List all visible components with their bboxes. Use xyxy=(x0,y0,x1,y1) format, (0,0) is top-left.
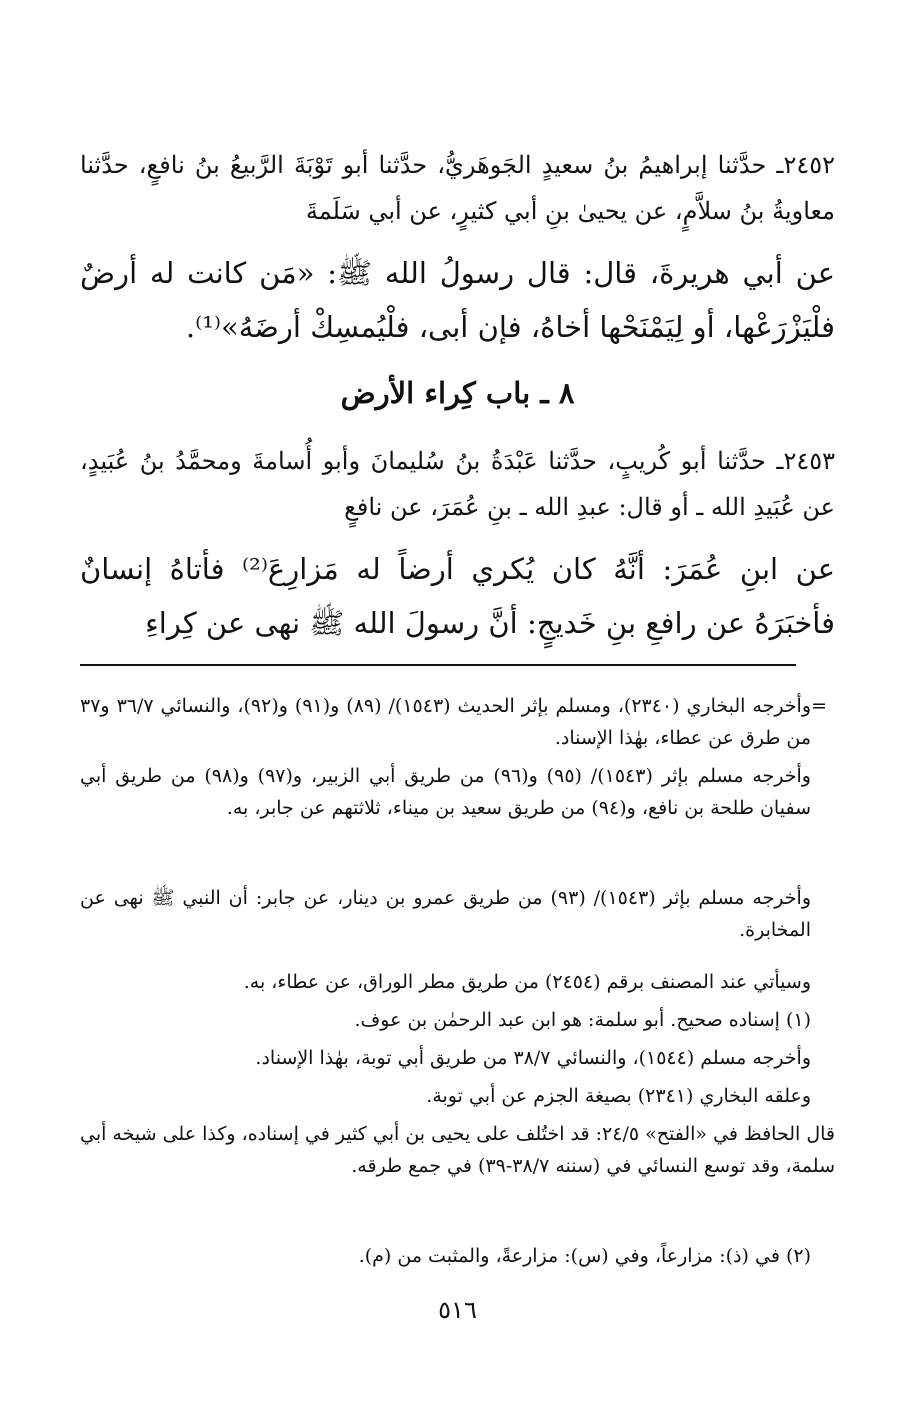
footnote-paragraph: وأخرجه مسلم بإثر (١٥٤٣)/ (٩٥) و(٩٦) من طريق أبي الزبير، و(٩٧) و(٩٨) من طريق أبي سفيان طلحة بن نافع، و(٩٤) من طريق سعيد بن ميناء، ثلاثتهم عن جابر، به. xyxy=(80,765,811,819)
footnote-paragraph: وعلقه البخاري (٢٣٤١) بصيغة الجزم عن أبي توبة. xyxy=(426,1085,811,1107)
footnote-continuation-mark: = xyxy=(811,695,827,717)
footnote-paragraph: وسيأتي عند المصنف برقم (٢٤٥٤) من طريق مطر الوراق، عن عطاء، به. xyxy=(243,971,811,993)
footnote-paragraph: وأخرجه مسلم (١٥٤٤)، والنسائي ٣٨/٧ من طريق أبي توبة، بهٰذا الإسناد. xyxy=(255,1047,811,1069)
footnote-paragraph: وأخرجه البخاري (٢٣٤٠)، ومسلم بإثر الحديث (١٥٤٣)/ (٨٩) و(٩١) و(٩٢)، والنسائي ٣٦/٧ و٣٧ من طرق عن عطاء، بهٰذا الإسناد. xyxy=(80,695,811,749)
footnote-divider xyxy=(80,664,796,666)
footnote-2: (٢) في (ذ): مزارعاً، وفي (س): مزارعةً، والمثبت من (م). xyxy=(358,1245,811,1267)
hadith-2452-isnad: ٢٤٥٢ـ حدَّثنا إبراهيمُ بنُ سعيدٍ الجَوهَريُّ، حدَّثنا أبو تَوْبَةَ الرَّبيعُ بنُ نافعٍ، حدَّثنا معاويةُ بنُ سلاَّمٍ، عن يحيىٰ بنِ أبي كثيرٍ، عن أبي سَلَمةَ xyxy=(80,151,835,225)
hadith-2453-isnad: ٢٤٥٣ـ حدَّثنا أبو كُريبٍ، حدَّثنا عَبْدَةُ بنُ سُليمانَ وأبو أُسامةَ ومحمَّدُ بنُ عُبَيدٍ، عن عُبَيدِ الله ـ أو قال: عبدِ الله ـ بنِ عُمَرَ، عن نافعٍ xyxy=(80,447,835,521)
footnote-paragraph: وأخرجه مسلم بإثر (١٥٤٣)/ (٩٣) من طريق عمرو بن دينار، عن جابر: أن النبي ﷺ نهى عن المخابرة. xyxy=(80,887,811,941)
hadith-2452-matn: عن أبي هريرةَ، قال: قال رسولُ الله ﷺ: «مَن كانت له أرضٌ فلْيَزْرَعْها، أو لِيَمْنَحْها أخاهُ، فإن أبى، فلْيُمسِكْ أرضَهُ»⁽¹⁾. xyxy=(80,256,835,344)
chapter-heading: ٨ ـ باب كِراء الأرض xyxy=(340,376,575,410)
footnote-1: (١) إسناده صحيح. أبو سلمة: هو ابن عبد الرحمٰن بن عوف. xyxy=(354,1009,811,1031)
page-number: ٥١٦ xyxy=(438,1296,477,1324)
footnote-paragraph: قال الحافظ في «الفتح» ٢٤/٥: قد اختُلف على يحيى بن أبي كثير في إسناده، وكذا على شيخه أبي سلمة، وقد توسع النسائي في (سننه ٣٨/٧-٣٩) في جمع طرقه. xyxy=(79,1123,835,1177)
hadith-2453-matn: عن ابنِ عُمَرَ: أنَّهُ كان يُكري أرضاً له مَزارِعَ⁽²⁾ فأتاهُ إنسانٌ فأخبَرَهُ عن رافعِ بنِ خَديجٍ: أنَّ رسولَ الله ﷺ نهى عن كِراءِ xyxy=(80,552,835,640)
